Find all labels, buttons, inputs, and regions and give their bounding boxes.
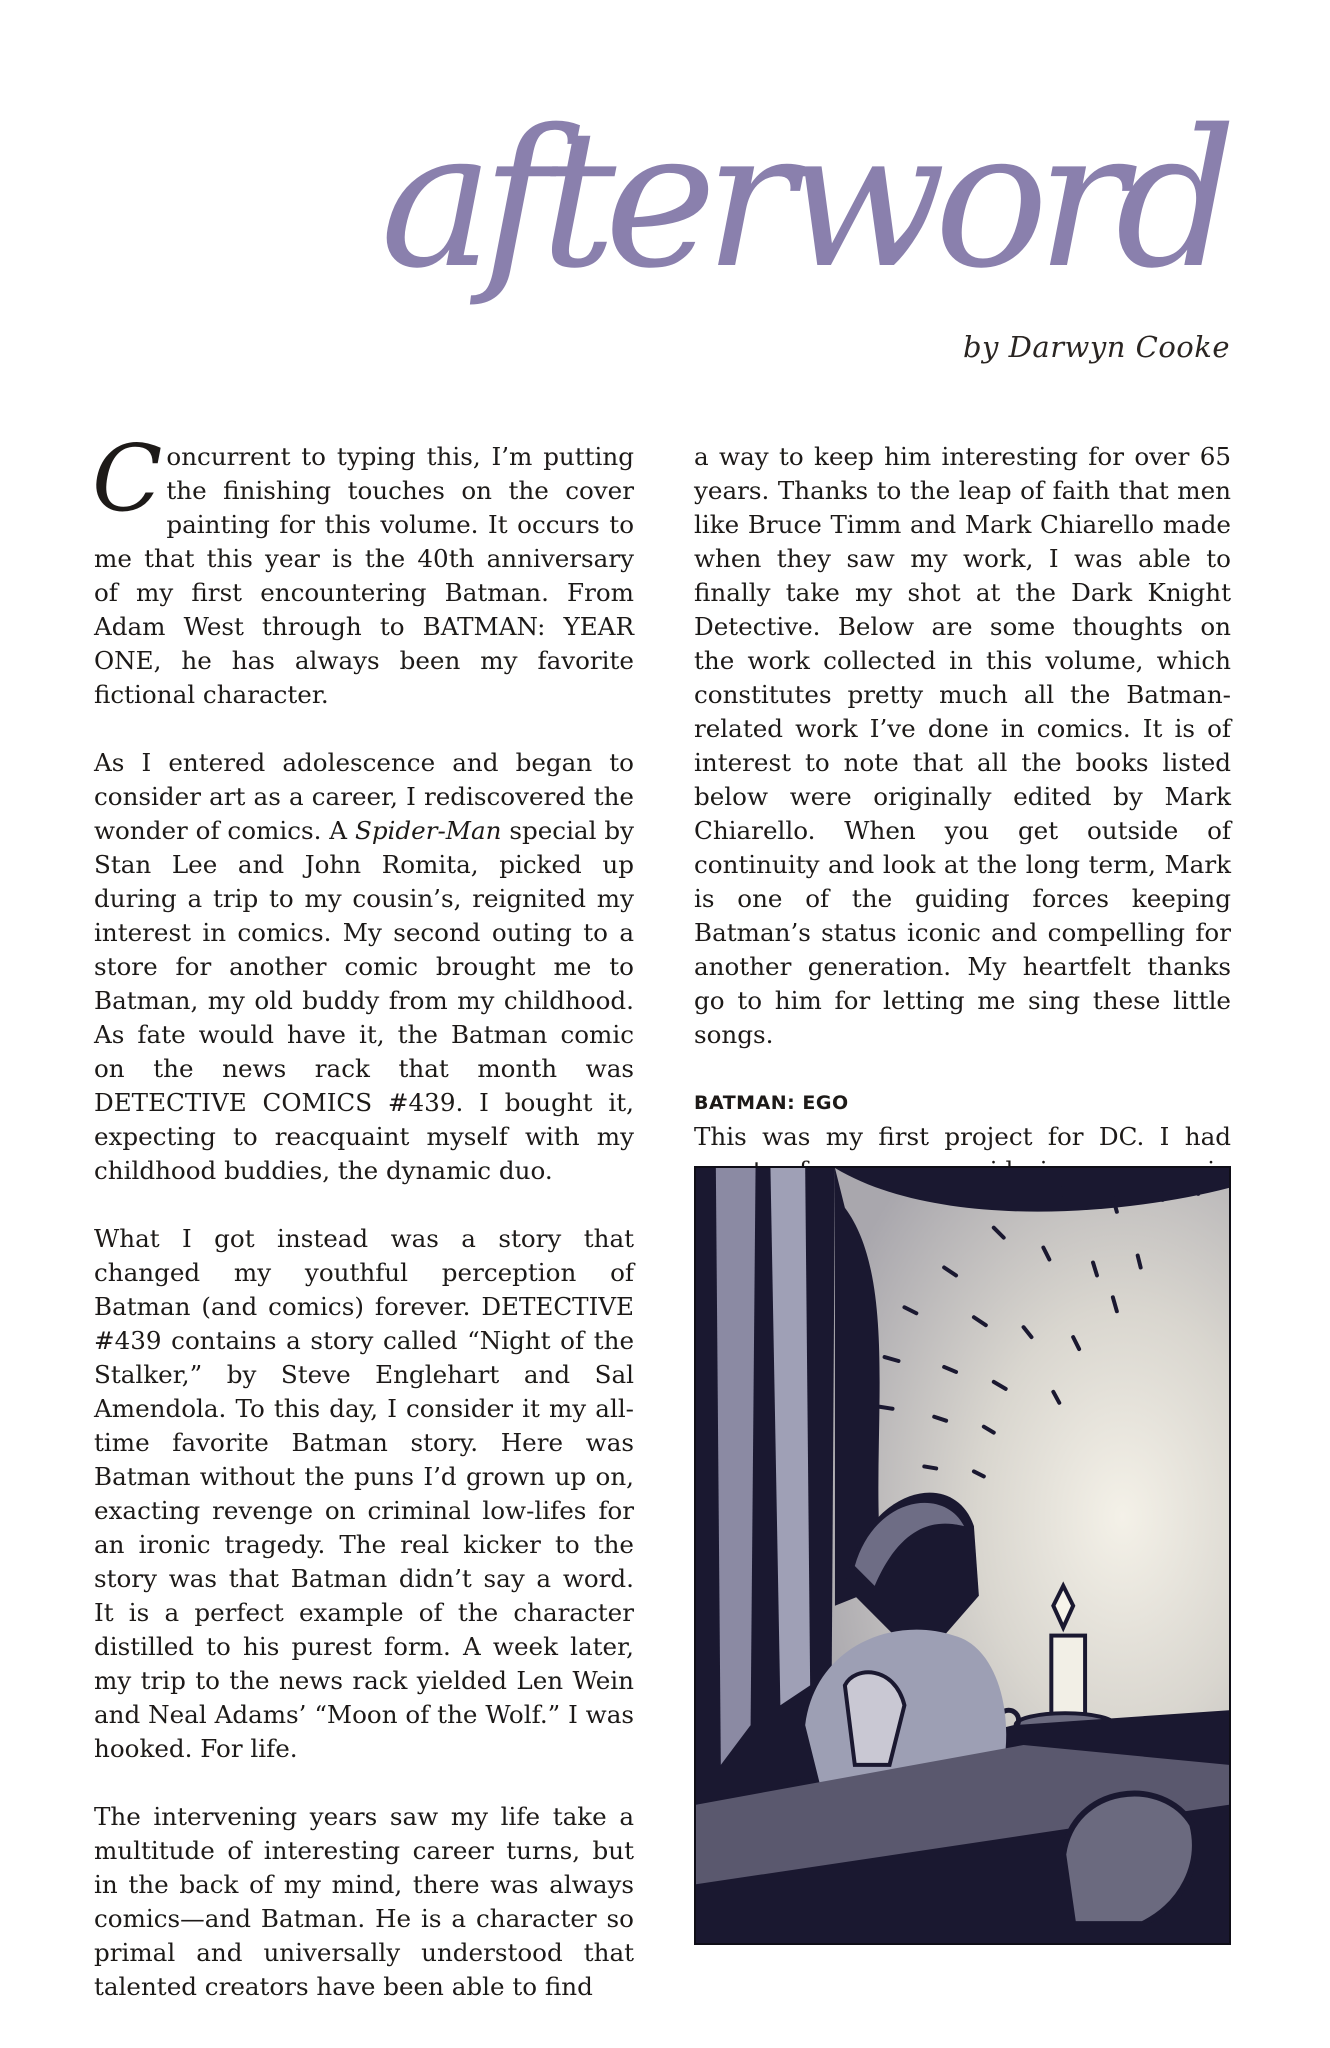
byline: by Darwyn Cooke	[962, 330, 1230, 364]
section-heading-batman-ego: BATMAN: EGO	[694, 1092, 849, 1114]
comic-panel-illustration	[694, 1166, 1231, 1945]
afterword-title-text: afterword	[380, 89, 1225, 310]
drop-cap: C	[92, 425, 163, 532]
paragraph-5: a way to keep him interesting for over 65 years. Thanks to the leap of faith that men like Bruce Timm and Mark Chiarello made when they saw my work, I was able to finally take my shot at the Dark Knight Detective. Below are some thoughts on the work collected in this volume, which constitutes pretty much all the Batman-related work I’ve done in comics. It is of interest to note that all the books listed below were originally edited by Mark Chiarello. When you get outside of continuity and look at the long term, Mark is one of the guiding forces keeping Batman’s status iconic and compelling for another generation. My heartfelt thanks go to him for letting me sing these little songs.	[694, 442, 1231, 1049]
spider-man-title: Spider-Man	[354, 816, 502, 845]
paragraph-1-text: oncurrent to typing this, I’m putting the finishing touches on the cover painting for this volume. It occurs to me that this year is the 40th anniversary of my first encountering Batman. From Adam West through to BATMAN: YEAR ONE, he has always been my favorite fictional character.	[94, 442, 634, 709]
paragraph-2-text-a: As I entered adolescence and began to consider art as a career, I rediscovered the wonder of comics. A	[94, 748, 634, 845]
candle	[1051, 1636, 1085, 1716]
paragraph-2	[94, 746, 634, 1188]
paragraph-4: The intervening years saw my life take a multitude of interesting career turns, but in the back of my mind, there was always comics—and Batman. He is a character so primal and universally understood that talented creators have been able to find	[94, 1802, 634, 2001]
left-column	[92, 425, 634, 2038]
paragraph-2-text-b: special by Stan Lee and John Romita, picked up during a trip to my cousin’s, reignited my interest in comics. My second outing to a store for another comic brought me to Batman, my old buddy from my childhood. As fate would have it, the Batman comic on the news rack that month was DETECTIVE COMICS #439. I bought it, expecting to reacquaint myself with my childhood buddies, the dynamic duo.	[94, 816, 634, 1185]
paragraph-3: What I got instead was a story that changed my youthful perception of Batman (and comics) forever. DETECTIVE #439 contains a story called “Night of the Stalker,” by Steve Englehart and Sal Amendola. To this day, I consider it my all-time favorite Batman story. Here was Batman without the puns I’d grown up on, exacting revenge on criminal low-lifes for an ironic tragedy. The real kicker to the story was that Batman didn’t say a word. It is a perfect example of the character distilled to his purest form. A week later, my trip to the news rack yielded Len Wein and Neal Adams’ “Moon of the Wolf.” I was hooked. For life.	[94, 1224, 634, 1763]
curtain-fold-1	[716, 1168, 756, 1765]
paragraph-1	[92, 425, 634, 712]
afterword-title	[380, 60, 1230, 360]
section-paragraph: This was my first project for DC. I had	[694, 1122, 1231, 1151]
right-column	[694, 440, 1231, 1222]
